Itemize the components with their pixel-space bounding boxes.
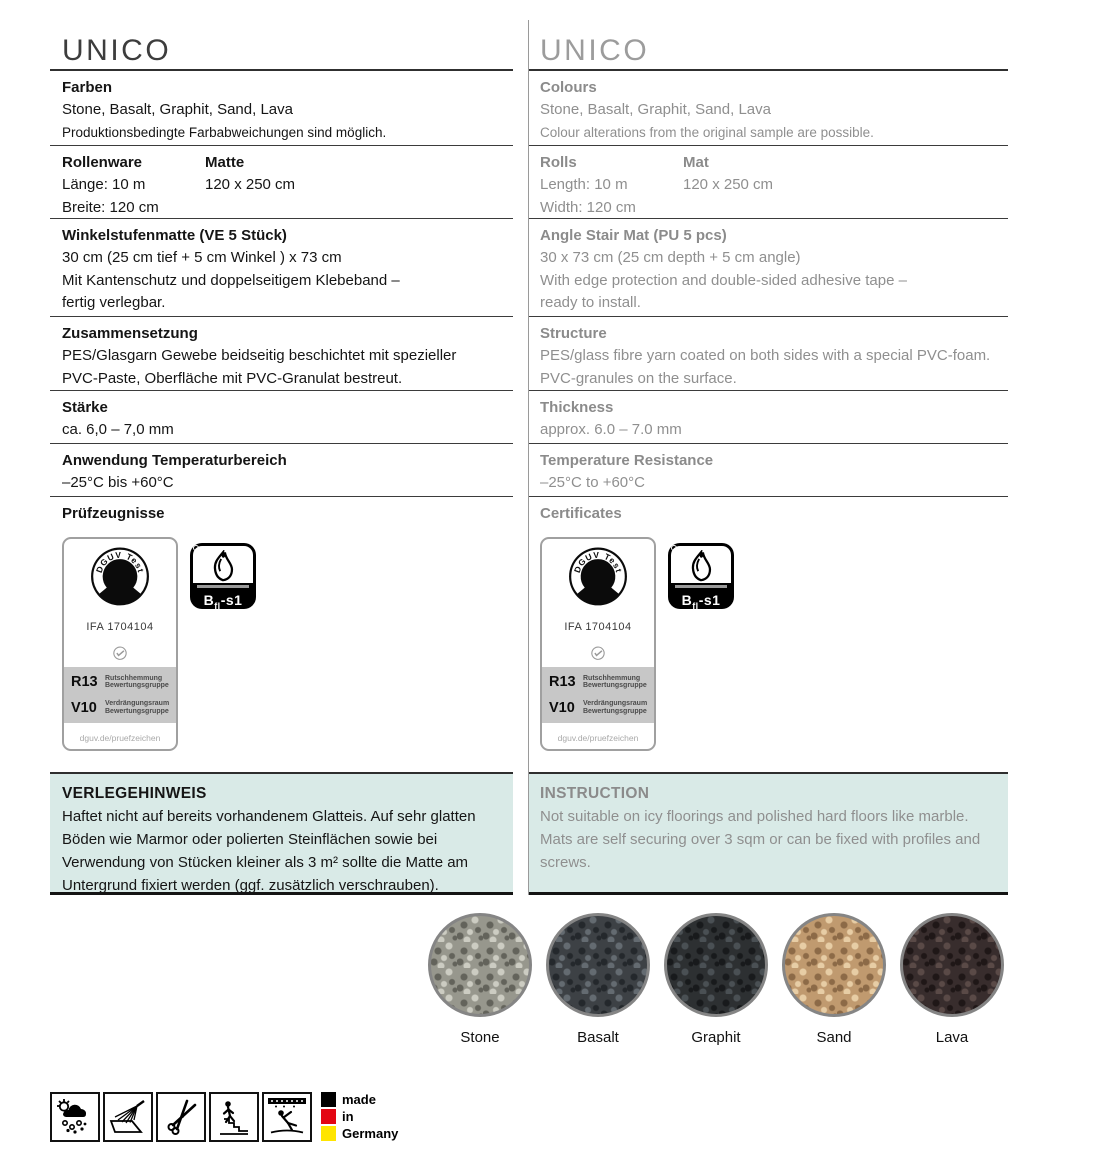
spec-line: approx. 6.0 – 7.0 mm bbox=[540, 421, 682, 439]
rating-row bbox=[71, 697, 172, 719]
matte-column bbox=[205, 152, 295, 218]
note-line: screws. bbox=[540, 854, 591, 871]
svg-text:DGUV Test: DGUV Test bbox=[93, 550, 147, 575]
spec-line: Länge: 10 m bbox=[62, 176, 146, 194]
dguv-test-badge bbox=[540, 537, 656, 751]
rating-code: V10 bbox=[549, 699, 575, 716]
section-temperature bbox=[528, 444, 1008, 497]
spec-line: Stone, Basalt, Graphit, Sand, Lava bbox=[540, 101, 771, 119]
flag-yellow-square bbox=[321, 1126, 336, 1141]
rating-row bbox=[71, 671, 172, 693]
note-heading: INSTRUCTION bbox=[540, 785, 650, 802]
english-column bbox=[528, 0, 1008, 895]
flame-icon bbox=[684, 550, 718, 583]
section-heading: Winkelstufenmatte (VE 5 Stück) bbox=[62, 227, 287, 244]
spec-line: ca. 6,0 – 7,0 mm bbox=[62, 421, 174, 439]
swatch-image bbox=[664, 913, 768, 1017]
title-block-en bbox=[528, 0, 1008, 71]
rating-code: V10 bbox=[71, 699, 97, 716]
flag-row: Germany bbox=[321, 1126, 398, 1141]
dguv-url: dguv.de/pruefzeichen bbox=[79, 733, 161, 743]
note-line: Not suitable on icy floorings and polished hard floors like marble. bbox=[540, 808, 969, 825]
german-column bbox=[50, 0, 513, 895]
swatch-image bbox=[782, 913, 886, 1017]
section-heading: Colours bbox=[540, 79, 597, 96]
rating-label: Rutschhemmung Bewertungsgruppe bbox=[583, 674, 647, 690]
spec-line: fertig verlegbar. bbox=[62, 294, 166, 312]
swatch-basalt bbox=[546, 913, 650, 1046]
certificate-badges bbox=[540, 537, 1008, 751]
bfl-s1-badge bbox=[668, 543, 734, 609]
swatch-image bbox=[428, 913, 532, 1017]
spray-clean-icon bbox=[103, 1092, 153, 1142]
ifa-number: IFA 1704104 bbox=[86, 621, 154, 634]
section-heading: Rollenware bbox=[62, 154, 143, 171]
weather-icon bbox=[50, 1092, 100, 1142]
swatch-sand bbox=[782, 913, 886, 1046]
rating-row bbox=[549, 671, 650, 693]
section-structure bbox=[528, 317, 1008, 391]
spec-line: –25°C bis +60°C bbox=[62, 474, 174, 492]
bfl-s1-badge bbox=[190, 543, 256, 609]
flag-red-square bbox=[321, 1109, 336, 1124]
section-heading: Structure bbox=[540, 325, 607, 342]
section-farben bbox=[50, 71, 513, 146]
spec-line: 120 x 250 cm bbox=[205, 176, 296, 194]
note-line: Verwendung von Stücken kleiner als 3 m² sollte die Matte am bbox=[62, 854, 469, 871]
section-heading: Temperature Resistance bbox=[540, 452, 714, 469]
section-zusammensetzung bbox=[50, 317, 513, 391]
section-certificates bbox=[528, 497, 1008, 772]
rolls-column bbox=[540, 152, 683, 218]
section-heading: Zusammensetzung bbox=[62, 325, 198, 342]
flag-black-square bbox=[321, 1092, 336, 1107]
spec-line: Length: 10 m bbox=[540, 176, 628, 194]
swatch-graphit bbox=[664, 913, 768, 1046]
badge-divider bbox=[675, 585, 727, 588]
section-pruefzeugnisse bbox=[50, 497, 513, 772]
section-winkelstufenmatte bbox=[50, 219, 513, 317]
spec-line: –25°C to +60°C bbox=[540, 474, 645, 492]
slip-hazard-icon bbox=[262, 1092, 312, 1142]
rating-code: R13 bbox=[549, 674, 576, 691]
section-heading: Prüfzeugnisse bbox=[62, 505, 165, 522]
swatch-label: Graphit bbox=[691, 1029, 741, 1046]
spec-line: Mit Kantenschutz und doppelseitigem Klebeband – bbox=[62, 271, 400, 289]
note-line: Untergrund fixiert werden (ggf. zusätzlich verschrauben). bbox=[62, 877, 439, 894]
spec-line: With edge protection and double-sided adhesive tape – bbox=[540, 271, 907, 289]
flame-panel bbox=[193, 546, 253, 583]
swatch-image bbox=[900, 913, 1004, 1017]
swatch-stone bbox=[428, 913, 532, 1046]
rating-band bbox=[64, 667, 176, 723]
dguv-logo-icon bbox=[552, 545, 644, 608]
spec-line: PES/Glasgarn Gewebe beidseitig beschichtet mit spezieller bbox=[62, 347, 457, 365]
stairs-down-icon bbox=[209, 1092, 259, 1142]
section-heading: Thickness bbox=[540, 399, 614, 416]
rating-row bbox=[549, 697, 650, 719]
note-line: Mats are self securing over 3 sqm or can be fixed with profiles and bbox=[540, 831, 981, 848]
title-block-de bbox=[50, 0, 513, 71]
rating-band bbox=[542, 667, 654, 723]
rating-label: Verdrängungsraum Bewertungsgruppe bbox=[583, 700, 648, 715]
section-heading: Anwendung Temperaturbereich bbox=[62, 452, 287, 469]
swatch-image bbox=[546, 913, 650, 1017]
flag-row: in bbox=[321, 1109, 398, 1124]
mat-column bbox=[683, 152, 773, 218]
bfl-s1-label: $B_{fl}-s1$ bbox=[203, 592, 243, 610]
note-heading: VERLEGEHINWEIS bbox=[62, 785, 207, 802]
section-colours bbox=[528, 71, 1008, 146]
rating-label: Rutschhemmung Bewertungsgruppe bbox=[105, 674, 169, 690]
dguv-logo-icon bbox=[74, 545, 166, 608]
section-heading: Rolls bbox=[540, 154, 577, 171]
section-heading: Angle Stair Mat (PU 5 pcs) bbox=[540, 227, 727, 244]
spec-line: Width: 120 cm bbox=[540, 198, 636, 216]
section-anwendung bbox=[50, 444, 513, 497]
swatch-label: Stone bbox=[460, 1029, 500, 1046]
spec-note: Produktionsbedingte Farbabweichungen sind möglich. bbox=[62, 124, 387, 140]
cutting-icon bbox=[156, 1092, 206, 1142]
spec-line: Breite: 120 cm bbox=[62, 198, 159, 216]
rating-code: R13 bbox=[71, 674, 98, 691]
column-divider bbox=[528, 20, 529, 895]
spec-line: 30 cm (25 cm tief + 5 cm Winkel ) x 73 cm bbox=[62, 249, 342, 267]
rollenware-column bbox=[62, 152, 205, 218]
note-line: Böden wie Marmor oder polierten Steinflächen sowie bei bbox=[62, 831, 438, 848]
rating-label: Verdrängungsraum Bewertungsgruppe bbox=[105, 700, 170, 715]
dguv-test-badge bbox=[62, 537, 178, 751]
ifa-number: IFA 1704104 bbox=[564, 621, 632, 634]
section-rolls-mat bbox=[528, 146, 1008, 219]
svg-text:DGUV Test: DGUV Test bbox=[571, 550, 625, 575]
product-title-en: UNICO bbox=[540, 34, 650, 67]
made-in-germany bbox=[321, 1092, 398, 1141]
colour-swatch-row bbox=[428, 913, 1004, 1046]
flame-icon bbox=[206, 550, 240, 583]
flame-panel bbox=[671, 546, 731, 583]
checkmark-icon bbox=[108, 645, 132, 661]
spec-note: Colour alterations from the original sample are possible. bbox=[540, 124, 874, 140]
note-line: Haftet nicht auf bereits vorhandenem Glatteis. Auf sehr glatten bbox=[62, 808, 476, 825]
checkmark-icon bbox=[586, 645, 610, 661]
section-heading: Farben bbox=[62, 79, 113, 96]
section-thickness bbox=[528, 391, 1008, 444]
usage-pictogram-row bbox=[50, 1092, 312, 1142]
spec-line: 120 x 250 cm bbox=[683, 176, 774, 194]
section-angle-stair-mat bbox=[528, 219, 1008, 317]
badge-divider bbox=[197, 585, 249, 588]
spec-line: PVC-granules on the surface. bbox=[540, 369, 737, 387]
product-title-de: UNICO bbox=[62, 34, 172, 67]
dguv-url: dguv.de/pruefzeichen bbox=[557, 733, 639, 743]
swatch-label: Lava bbox=[935, 1029, 969, 1046]
section-heading: Matte bbox=[205, 154, 245, 171]
swatch-label: Sand bbox=[816, 1029, 852, 1046]
spec-line: Stone, Basalt, Graphit, Sand, Lava bbox=[62, 101, 293, 119]
swatch-lava bbox=[900, 913, 1004, 1046]
spec-line: 30 x 73 cm (25 cm depth + 5 cm angle) bbox=[540, 249, 801, 267]
section-staerke bbox=[50, 391, 513, 444]
certificate-badges bbox=[62, 537, 513, 751]
spec-line: PES/glass fibre yarn coated on both sides with a special PVC-foam. bbox=[540, 347, 991, 365]
flag-row: made bbox=[321, 1092, 398, 1107]
section-rollenware-matte bbox=[50, 146, 513, 219]
section-heading: Stärke bbox=[62, 399, 108, 416]
spec-line: PVC-Paste, Oberfläche mit PVC-Granulat bestreut. bbox=[62, 369, 403, 387]
swatch-label: Basalt bbox=[577, 1029, 619, 1046]
instruction-box bbox=[528, 772, 1008, 895]
verlegehinweis-box bbox=[50, 772, 513, 895]
bfl-s1-label: $B_{fl}-s1$ bbox=[681, 592, 721, 610]
section-heading: Mat bbox=[683, 154, 709, 171]
section-heading: Certificates bbox=[540, 505, 622, 522]
spec-line: ready to install. bbox=[540, 294, 641, 312]
